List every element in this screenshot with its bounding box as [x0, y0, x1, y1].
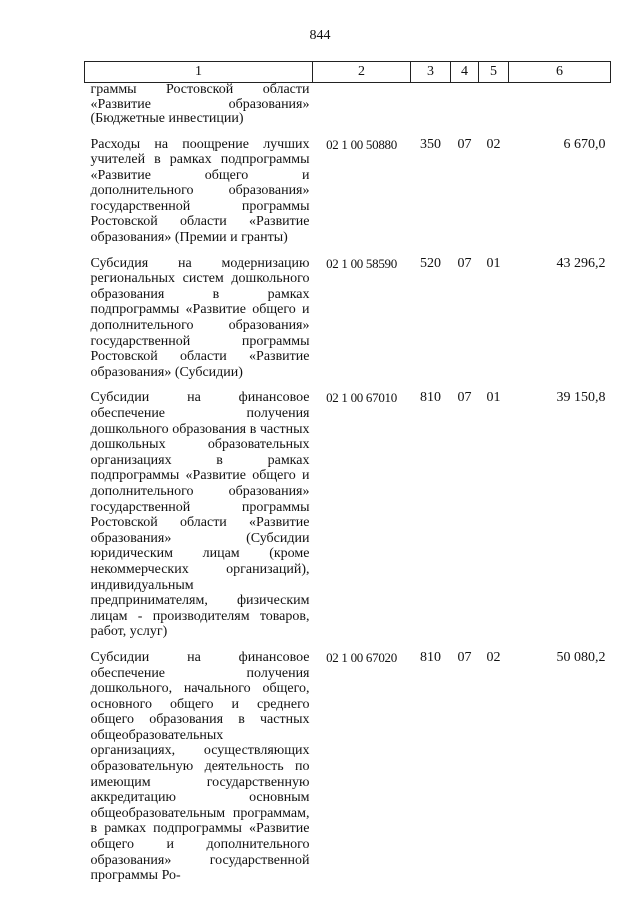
row-code	[313, 83, 411, 127]
header-row	[85, 62, 611, 83]
col-header-4: 4	[451, 62, 479, 83]
row-code: 02 1 00 67020	[326, 649, 397, 665]
row-amount: 6 670,0	[563, 136, 606, 152]
row-description: Расходы на поощрение лучших учителей в рамках подпрограммы «Развитие общего и дополнительного образования» государственной программы Ростовской области «Развитие образования» (Премии и гранты)	[90, 136, 310, 246]
row-col5: 02	[486, 136, 501, 152]
table-row	[85, 390, 611, 640]
row-description: граммы Ростовской области «Развитие образования» (Бюджетные инвестиции)	[90, 82, 310, 126]
row-col4: 07	[457, 255, 472, 271]
row-col3: 350	[420, 136, 441, 152]
row-col5: 02	[486, 649, 501, 665]
row-col5: 01	[486, 255, 501, 271]
table-row	[85, 83, 611, 127]
row-amount: 43 296,2	[556, 255, 606, 271]
row-amount: 39 150,8	[556, 390, 606, 406]
row-col3: 810	[420, 649, 441, 665]
table-row	[85, 137, 611, 246]
row-col5: 01	[486, 390, 501, 406]
row-col3: 810	[420, 390, 441, 406]
row-col3: 520	[420, 255, 441, 271]
row-col4: 07	[457, 649, 472, 665]
row-col3	[411, 83, 451, 127]
row-description: Субсидии на финансовое обеспечение получения дошкольного, начального общего, основного общего и среднего общего образования в частных общеобразовательных организациях, осуществляющих образовательную деятельность по имеющим государственную аккредитацию основным общеобразовательным программам, в рамках подпрограммы «Развитие общего и дополнительного образования» государственной программы Ро-	[90, 649, 310, 884]
row-col4: 07	[457, 390, 472, 406]
table-row	[85, 650, 611, 884]
budget-table	[84, 61, 611, 884]
row-amount	[509, 83, 611, 127]
page-number: 844	[309, 28, 331, 43]
col-header-3: 3	[411, 62, 451, 83]
table-row	[85, 256, 611, 381]
row-code: 02 1 00 50880	[326, 136, 397, 152]
row-code: 02 1 00 58590	[326, 255, 397, 271]
row-col4: 07	[457, 136, 472, 152]
row-col5	[479, 83, 509, 127]
col-header-5: 5	[479, 62, 509, 83]
row-col4	[451, 83, 479, 127]
row-code: 02 1 00 67010	[326, 390, 397, 406]
row-description: Субсидия на модернизацию региональных систем дошкольного образования в рамках подпрограммы «Развитие общего и дополнительного образования» государственной программы Ростовской области «Развитие образования» (Субсидии)	[90, 255, 310, 380]
col-header-1: 1	[85, 62, 313, 83]
row-amount: 50 080,2	[556, 649, 606, 665]
col-header-6: 6	[509, 62, 611, 83]
row-description: Субсидии на финансовое обеспечение получения дошкольного образования в частных дошкольных образовательных организациях в рамках подпрограммы «Развитие общего и дополнительного образования» государственной программы Ростовской области «Развитие образования» (Субсидии юридическим лицам (кроме некоммерческих организаций), индивидуальным предпринимателям, физическим лицам - производителям товаров, работ, услуг)	[90, 390, 310, 640]
col-header-2: 2	[313, 62, 411, 83]
